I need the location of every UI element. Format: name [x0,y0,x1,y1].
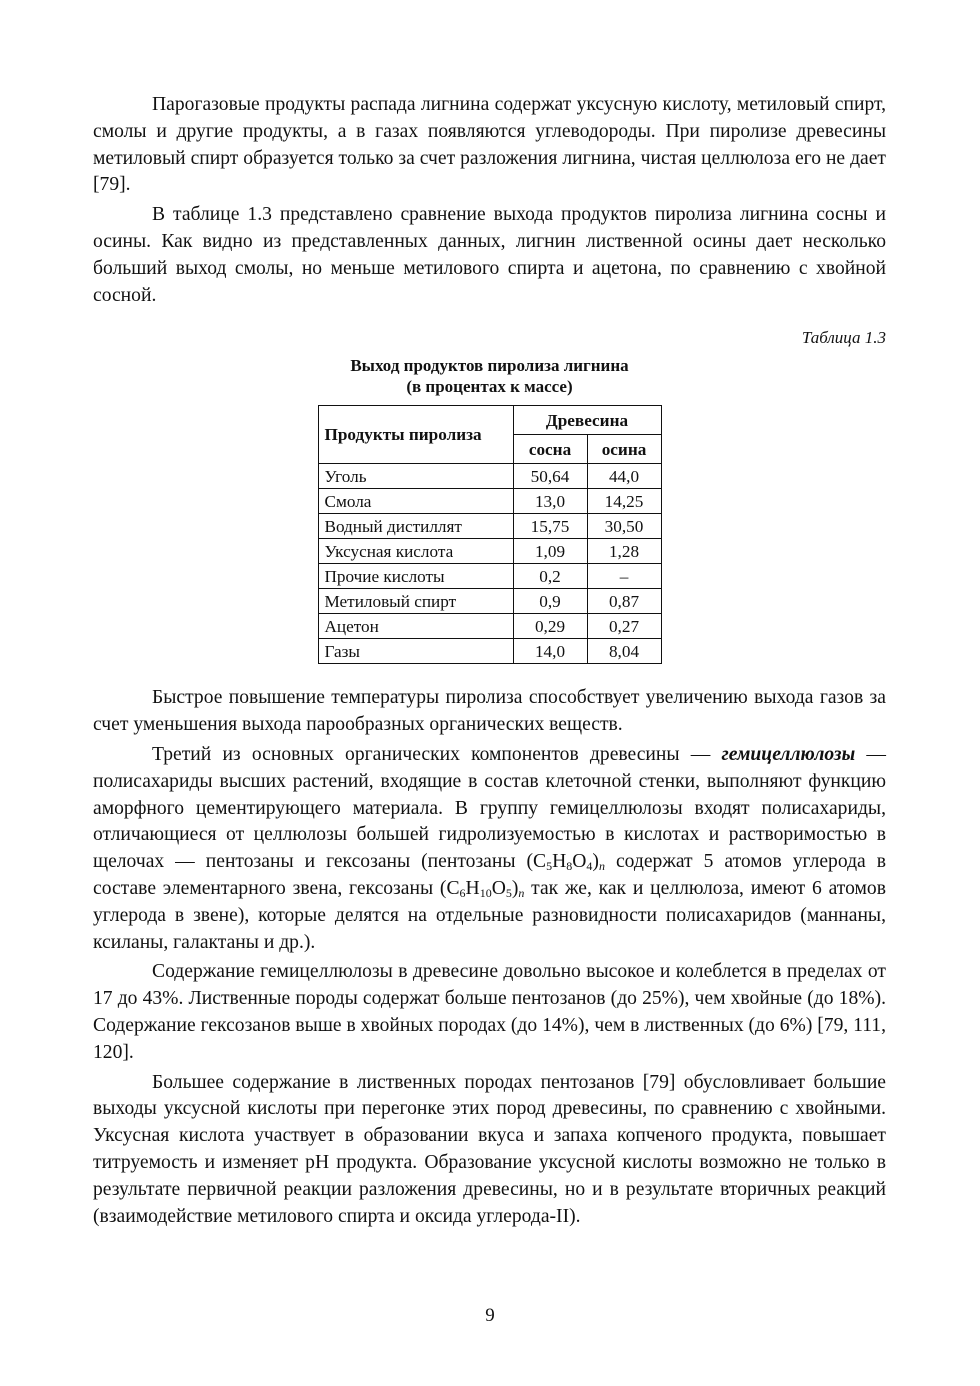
text-after-table [93,685,886,1230]
product-name: Газы [318,639,513,664]
pine-value: 50,64 [513,464,587,489]
product-name: Уголь [318,464,513,489]
paragraph-lignin-products: Парогазовые продукты распада лигнина содержат уксусную кислоту, метиловый спирт, смолы и другие продукты, а в газах появляются углеводороды. При пиролизе древесины метиловый спирт образуется только за счет разложения лигнина, чистая целлюлоза его не дает [79]. [93,94,886,196]
paragraph-acetic-acid: Большее содержание в лиственных породах пентозанов [79] обусловливает большие выходы уксусной кислоты при перегонке этих пород древесины, по сравнению с хвойными. Уксусная кислота участвует в образовании вкуса и запаха копченого продукта, повышает титруемость и изменяет pH продукта. Образование уксусной кислоты возможно не только в результате первичной реакции разложения древесины, но и в результате вторичных реакций (взаимодействие метилового спирта и оксида углерода-II). [93,1071,886,1227]
formula-subscript: 6 [459,885,466,900]
product-name: Ацетон [318,614,513,639]
hemicellulose-text-2: содержат 5 атомов углерода в составе элементарного звена, гексозаны (C [93,851,886,899]
pine-value: 15,75 [513,514,587,539]
table-row [318,589,661,614]
header-aspen: осина [587,435,661,464]
aspen-value: 44,0 [587,464,661,489]
hemicellulose-text-1: — полисахариды высших растений, входящие в состав клеточной стенки, выполняют функцию аморфного цементирующего материала. В группу гемицеллюлозы входят полисахариды, отличающиеся от целлюлозы большей гидролизуемостью в кислотах и растворимостью в щелочах — пентозаны и гексозаны (пентозаны (C [93,743,886,873]
pine-value: 0,9 [513,589,587,614]
product-name: Уксусная кислота [318,539,513,564]
pine-value: 0,29 [513,614,587,639]
product-name: Метиловый спирт [318,589,513,614]
table-row [318,489,661,514]
table-number-label: Таблица 1.3 [801,328,886,348]
product-name: Смола [318,489,513,514]
table-title-line-1: Выход продуктов пиролиза лигнина [350,356,629,376]
paragraph-hemicellulose-content: Содержание гемицеллюлозы в древесине довольно высокое и колеблется в пределах от 17 до 43%. Лиственные породы содержат больше пентозанов (до 25%), чем хвойные (до 18%). Содержание гексозанов выше в хвойных породах (до 14%), чем в лиственных (до 6%) [79, 111, 120]. [93,961,886,1063]
pyrolysis-yield-table [318,405,662,664]
pine-value: 1,09 [513,539,587,564]
formula-subscript: 5 [546,859,553,874]
paragraph-table-intro: В таблице 1.3 представлено сравнение выхода продуктов пиролиза лигнина сосны и осины. Как видно из представленных данных, лигнин лиственной осины дает несколько больший выход смолы, но меньше метилового спирта и ацетона, по сравнению с хвойной сосной. [93,204,886,306]
pine-value: 14,0 [513,639,587,664]
table-row [318,539,661,564]
paragraph-gases: Быстрое повышение температуры пиролиза способствует увеличению выхода газов за счет уменьшения выхода парообразных органических веществ. [93,687,886,736]
header-pine: сосна [513,435,587,464]
aspen-value: 8,04 [587,639,661,664]
hemicellulose-text-3: так же, как и целлюлоза, имеют 6 атомов углерода в звене), которые делятся на отдельные разновидности полисахаридов (маннаны, ксиланы, галактаны и др.). [93,877,886,953]
formula-index-n: n [598,859,605,874]
formula-element: H [465,877,480,899]
formula-element: O [572,851,587,873]
page-number: 9 [485,1305,495,1326]
formula-bracket: ) [592,851,599,873]
header-products: Продукты пиролиза [318,406,513,464]
aspen-value: 0,27 [587,614,661,639]
paragraph-hemicellulose [93,742,886,956]
hemicellulose-intro: Третий из основных органических компонентов древесины — [152,743,722,765]
header-wood: Древесина [513,406,661,435]
aspen-value: 14,25 [587,489,661,514]
formula-subscript: 4 [586,859,593,874]
table-title [93,355,886,397]
table-row [318,464,661,489]
aspen-value: 1,28 [587,539,661,564]
product-name: Водный дистиллят [318,514,513,539]
table-row [318,639,661,664]
aspen-value: – [587,564,661,589]
formula-index-n: n [518,885,525,900]
table-title-line-2: (в процентах к массе) [406,377,573,397]
formula-element: H [552,851,567,873]
product-name: Прочие кислоты [318,564,513,589]
pine-value: 0,2 [513,564,587,589]
aspen-value: 30,50 [587,514,661,539]
pine-value: 13,0 [513,489,587,514]
formula-element: O [491,877,506,899]
hemicellulose-term: гемицеллюлозы [721,743,856,765]
table-row [318,564,661,589]
aspen-value: 0,87 [587,589,661,614]
table-row [318,514,661,539]
formula-subscript: 10 [479,885,492,900]
formula-subscript: 5 [505,885,512,900]
page-body [93,92,886,1230]
table-row [318,614,661,639]
formula-bracket: ) [511,877,519,899]
formula-subscript: 8 [566,859,573,874]
